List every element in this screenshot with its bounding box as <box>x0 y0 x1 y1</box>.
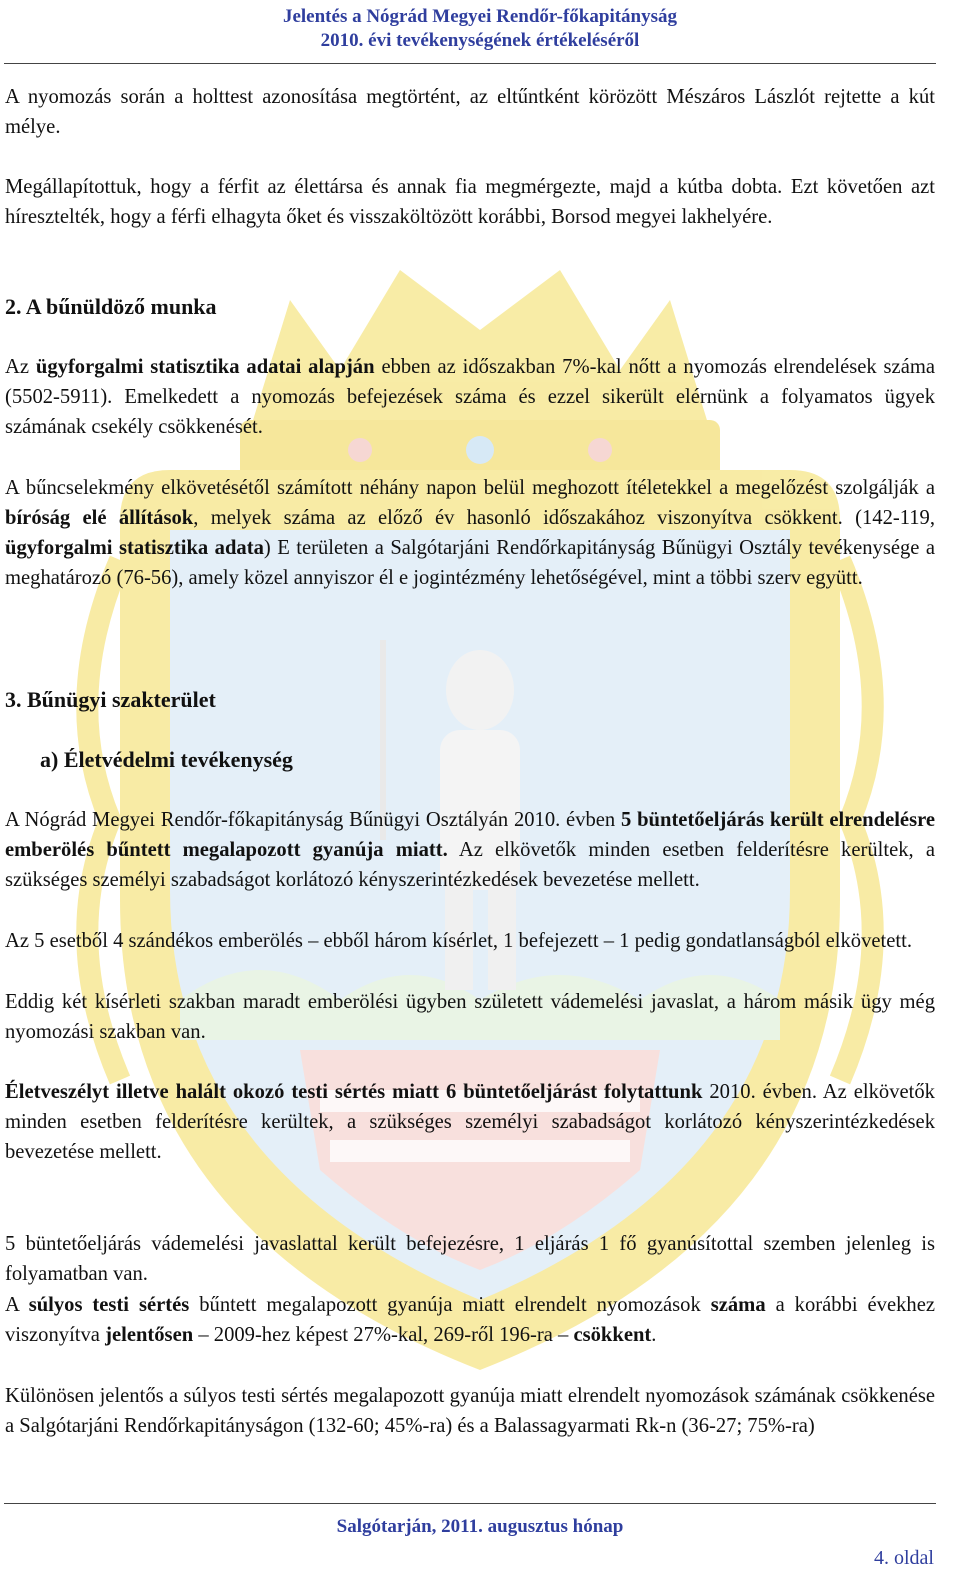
header-divider <box>4 63 936 64</box>
header-title-line1: Jelentés a Nógrád Megyei Rendőr-főkapitányság <box>282 6 678 27</box>
paragraph-5: A Nógrád Megyei Rendőr-főkapitányság Bűnügyi Osztályán 2010. évben 5 büntetőeljárás került elrendelésre emberölés bűntett megalapozott gyanúja miatt. Az elkövetők minden esetben felderítésre kerültek, a szükséges személyi szabadságot korlátozó kényszerintézkedések bevezetése mellett. <box>5 809 935 891</box>
paragraph-10: A súlyos testi sértés bűntett megalapozott gyanúja miatt elrendelt nyomozások száma a korábbi évekhez viszonyítva jelentősen – 2009-hez képest 27%-kal, 269-ről 196-ra – csökkent. <box>5 1294 935 1346</box>
paragraph-8: Életveszélyt illetve halált okozó testi sértés miatt 6 büntetőeljárást folytattunk 2010. évben. Az elkövetők minden esetben felderítésre kerültek, a szükséges személyi szabadságot korlátozó kényszerintézkedések bevezetése mellett. <box>5 1081 935 1163</box>
paragraph-1: A nyomozás során a holttest azonosítása megtörtént, az eltűntként körözött Mészáros Lászlót rejtette a kút mélye. <box>5 86 935 138</box>
section-3-heading: 3. Bűnügyi szakterület <box>5 687 216 712</box>
paragraph-4: A bűncselekmény elkövetésétől számított néhány napon belül meghozott ítéletekkel a megelőzést szolgálják a bíróság elé állítások, melyek száma az előző év hasonló időszakához viszonyítva csökkent. (142-119, ügyforgalmi statisztika adata) E területen a Salgótarjáni Rendőrkapitányság Bűnügyi Osztály tevékenysége a meghatározó (76-56), amely közel annyiszor él e jogintézmény lehetőségével, mint a többi szerv együtt. <box>5 477 936 589</box>
section-3a-heading: a) Életvédelmi tevékenység <box>40 747 293 772</box>
header-title-line2: 2010. évi tevékenységének értékeléséről <box>320 30 640 51</box>
paragraph-7: Eddig két kísérleti szakban maradt emberölési ügyben született vádemelési javaslat, a három másik ügy még nyomozási szakban van. <box>5 991 935 1043</box>
paragraph-2: Megállapítottuk, hogy a férfit az élettársa és annak fia megmérgezte, majd a kútba dobta. Ezt követően azt híresztelték, hogy a férfi elhagyta őket és visszaköltözött korábbi, Borsod megyei lakhelyére. <box>5 176 935 228</box>
footer-divider <box>4 1503 936 1504</box>
paragraph-9: 5 büntetőeljárás vádemelési javaslattal került befejezésre, 1 eljárás 1 fő gyanúsítottal szemben jelenleg is folyamatban van. <box>5 1233 935 1285</box>
paragraph-3: Az ügyforgalmi statisztika adatai alapján ebben az időszakban 7%-kal nőtt a nyomozás elrendelések száma (5502-5911). Emelkedett a nyomozás befejezések száma és ezzel sikerült elérnünk a folyamatos ügyek számának csekély csökkenését. <box>5 356 935 438</box>
section-2-heading: 2. A bűnüldöző munka <box>5 294 217 319</box>
paragraph-11: Különösen jelentős a súlyos testi sértés megalapozott gyanúja miatt elrendelt nyomozások számának csökkenése a Salgótarjáni Rendőrkapitányságon (132-60; 45%-ra) és a Balassagyarmati Rk-n (36-27; 75%-ra) <box>5 1385 935 1437</box>
page-number: 4. oldal <box>874 1547 934 1569</box>
footer-place-date: Salgótarján, 2011. augusztus hónap <box>336 1516 624 1537</box>
paragraph-6: Az 5 esetből 4 szándékos emberölés – ebből három kísérlet, 1 befejezett – 1 pedig gondatlanságból elkövetett. <box>5 930 912 952</box>
